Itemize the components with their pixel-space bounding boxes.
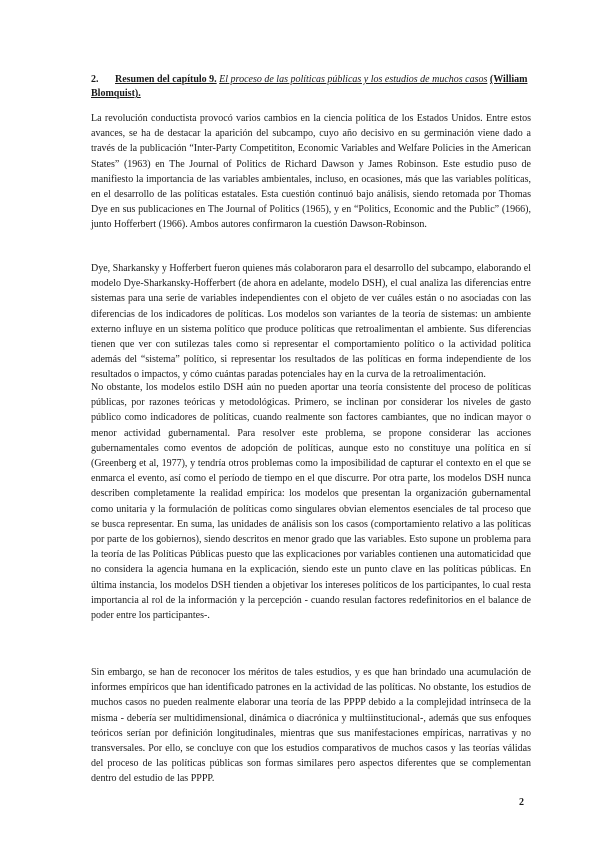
document-body: [91, 111, 531, 787]
paragraph-3: No obstante, los modelos estilo DSH aún no pueden aportar una teoría consistente del proceso de políticas públicas, por razones teóricas y metodológicas. Primero, se inclinan por considerar los niveles de gasto público como indicadores de políticas, cuando realmente son factores cambiantes, que no indican mayor o menor actividad gubernamental. Para resolver este problema, se propone considerar las acciones gubernamentales como eventos de adopción de políticas, aunque esto no constituye una política en sí (Greenberg et al, 1977), y tendría otros problemas como la imposibilidad de capturar el contexto en el que se enmarca el evento, así como el período de tiempo en el que discurre. Por otra parte, los modelos DSH nunca describen completamente la realidad empírica: los modelos que presentan la organización gubernamental como unitaria y la formulación de políticas como singulares obvian elementos esenciales de tal proceso que se busca representar. En suma, las unidades de análisis son los casos (comportamiento relativo a las políticas por parte de los gobiernos), siendo descritos en menor grado que las variables. Esto supone un problema para la teoría de las Políticas Públicas puesto que las explicaciones por variables contienen una automaticidad que no considera la agencia humana en la explicación, siendo este un punto clave en las políticas públicas. En última instancia, los modelos DSH tienden a objetivar los intereses políticos de los participantes, lo cual resta importancia al rol de la información y la percepción - cuando resulan factores redefinitorios en el balance de poder entre los participantes-.: [91, 382, 531, 622]
chapter-author: (William Blomquist).: [91, 74, 528, 99]
paragraph-1: La revolución conductista provocó varios cambios en la ciencia política de los Estados Unidos. Entre estos avances, se ha de destacar la aparición del subcampo, cuyo año decisivo en su germinación viene dado a través de la publicación “Inter-Party Competititon, Economic Variables and Welfare Policies in the American States” (1963) en The Journal of Politics de Richard Dawson y James Robinson. Este estudio puso de manifiesto la importancia de las variables ambientales, incluso, en ocasiones, más que las variables políticas, en el desarrollo de las políticas estatales. Esta cuestión continuó bajo análisis, siendo retomada por Thomas Dye en sus publicaciones en The Journal of Politics (1965), y en “Politics, Economic and the Public” (1966), junto Hofferbert (1966). Ambos autores confirmaron la cuestión Dawson-Robinson.: [91, 113, 531, 231]
paragraph-2: Dye, Sharkansky y Hofferbert fueron quienes más colaboraron para el desarrollo del subcampo, elaborando el modelo Dye-Sharkansky-Hofferbert (de ahora en adelante, modelo DSH), el cual analiza las diferencias entre sistemas para una serie de variables independientes con el objeto de ver cuáles están o no asociadas con las diferencias de los indicadores de políticas. Los modelos son variantes de la teoría de sistemas: un ambiente externo influye en un sistema político que produce políticas que retroalimentan el ambiente. Sus diferencias tienen que ver con sutilezas tales como si representar el comportamiento político o la actividad política además del “sistema” político, si representar los resultados de las políticas en forma independiente de los resultados o impactos, y cómo cuántas paradas potenciales hay en la curva de la retroalimentación.: [91, 263, 531, 381]
paragraph-4: Sin embargo, se han de reconocer los méritos de tales estudios, y es que han brindado una acumulación de informes empíricos que han identificado patrones en la actividad de las políticas. No obstante, los estudios de muchos casos no pueden realmente elaborar una teoría de las PPPP debido a la complejidad intrínseca de la misma - debería ser multidimensional, dinámica o diacrónica y multiinstitucional-, además que sus enfoques teóricos serían por definición longitudinales, mientras que sus manifestaciones empíricas, narrativas y no transversales. Por ello, se concluye con que los estudios comparativos de muchos casos y las teorías válidas del proceso de las políticas públicas son formas similares pero aspectos diferentes que se complementan dentro del estudio de las PPPP.: [91, 667, 531, 785]
chapter-title: Resumen del capítulo 9.: [115, 74, 217, 85]
chapter-subtitle: El proceso de las políticas públicas y los estudios de muchos casos: [219, 74, 488, 85]
section-heading: [91, 73, 531, 101]
section-number: 2.: [91, 74, 99, 85]
page-number: 2: [519, 797, 524, 808]
